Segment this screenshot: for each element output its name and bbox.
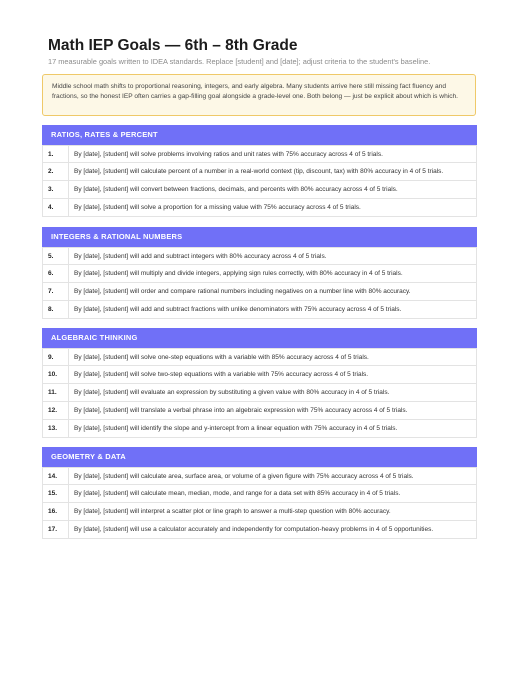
goal-text: By [date], [student] will convert between fractions, decimals, and percents with 80% accuracy across 4 of 5 trials. xyxy=(74,186,398,193)
goal-text: By [date], [student] will calculate percent of a number in a real-world context (tip, discount, tax) with 80% accuracy in 4 of 5 trials. xyxy=(74,168,444,175)
goal-row xyxy=(43,301,476,319)
goal-row xyxy=(43,402,476,420)
goal-number: 17. xyxy=(43,521,69,538)
goal-row xyxy=(43,145,476,163)
goal-row xyxy=(43,521,476,539)
goal-row xyxy=(43,384,476,402)
goal-row xyxy=(43,467,476,485)
goal-number: 14. xyxy=(43,468,69,484)
goal-row xyxy=(43,247,476,265)
goal-text: By [date], [student] will translate a verbal phrase into an algebraic expression with 75% accuracy across 4 of 5 trials. xyxy=(74,407,408,414)
section-ratios-rates-percent xyxy=(42,125,477,217)
section-integers-rational-numbers xyxy=(42,227,477,319)
goal-row xyxy=(43,420,476,438)
goal-number: 15. xyxy=(43,485,69,502)
goal-text: By [date], [student] will evaluate an expression by substituting a given value with 80% accuracy in 4 of 5 trials. xyxy=(74,389,390,396)
goal-text: By [date], [student] will add and subtract fractions with unlike denominators with 75% accuracy across 4 of 5 trials. xyxy=(74,306,402,313)
goal-number: 6. xyxy=(43,265,69,282)
goal-text: By [date], [student] will solve one-step equations with a variable with 85% accuracy across 4 of 5 trials. xyxy=(74,353,369,361)
goal-text: By [date], [student] will solve problems involving ratios and unit rates with 75% accuracy across 4 of 5 trials. xyxy=(74,150,383,158)
goal-text: By [date], [student] will identify the slope and y-intercept from a linear equation with 75% accuracy in 4 of 5 trials. xyxy=(74,425,398,432)
intro-callout: Middle school math shifts to proportional reasoning, integers, and early algebra. Many students arrive here still missing fact fluency and fractions, so the honest IEP often carries a gap-filling goal alongside a grade-level one. Both belong — just be explicit about which is which. xyxy=(42,74,476,116)
goal-text: By [date], [student] will order and compare rational numbers including negatives on a number line with 80% accuracy. xyxy=(74,288,411,295)
section-header: RATIOS, RATES & PERCENT xyxy=(42,125,477,145)
page-title: Math IEP Goals — 6th – 8th Grade xyxy=(48,37,298,54)
goal-number: 10. xyxy=(43,366,69,383)
goal-text: By [date], [student] will interpret a scatter plot or line graph to answer a multi-step question with 80% accuracy. xyxy=(74,508,391,515)
goal-row xyxy=(43,199,476,217)
section-header: GEOMETRY & DATA xyxy=(42,447,477,467)
page-subtitle: 17 measurable goals written to IDEA standards. Replace [student] and [date]; adjust criteria to the student's baseline. xyxy=(48,57,431,66)
goal-text: By [date], [student] will use a calculator accurately and independently for computation-heavy problems in 4 of 5 opportunities. xyxy=(74,526,434,533)
goal-number: 4. xyxy=(43,199,69,216)
goal-text: By [date], [student] will calculate area, surface area, or volume of a given figure with 75% accuracy across 4 of 5 trials. xyxy=(74,472,414,480)
section-geometry-data xyxy=(42,447,477,539)
goal-row xyxy=(43,163,476,181)
goal-text: By [date], [student] will calculate mean, median, mode, and range for a data set with 85% accuracy in 4 of 5 trials. xyxy=(74,490,401,497)
goal-number: 5. xyxy=(43,248,69,264)
section-header: ALGEBRAIC THINKING xyxy=(42,328,477,348)
section-algebraic-thinking xyxy=(42,328,477,438)
goal-row xyxy=(43,181,476,199)
goal-number: 8. xyxy=(43,301,69,318)
goal-number: 12. xyxy=(43,402,69,419)
goal-number: 3. xyxy=(43,181,69,198)
goal-text: By [date], [student] will solve two-step equations with a variable with 75% accuracy across 4 of 5 trials. xyxy=(74,371,369,378)
goal-number: 11. xyxy=(43,384,69,401)
goal-number: 9. xyxy=(43,349,69,365)
goal-row xyxy=(43,348,476,366)
goal-text: By [date], [student] will add and subtract integers with 80% accuracy across 4 of 5 trials. xyxy=(74,252,327,260)
goal-number: 2. xyxy=(43,163,69,180)
section-header: INTEGERS & RATIONAL NUMBERS xyxy=(42,227,477,247)
goal-number: 13. xyxy=(43,420,69,437)
goal-text: By [date], [student] will solve a proportion for a missing value with 75% accuracy across 4 of 5 trials. xyxy=(74,204,361,211)
goal-row xyxy=(43,503,476,521)
goal-row xyxy=(43,265,476,283)
goal-number: 16. xyxy=(43,503,69,520)
goal-row xyxy=(43,366,476,384)
goal-row xyxy=(43,283,476,301)
goal-row xyxy=(43,485,476,503)
goal-number: 7. xyxy=(43,283,69,300)
goal-text: By [date], [student] will multiply and divide integers, applying sign rules correctly, with 80% accuracy in 4 of 5 trials. xyxy=(74,270,403,277)
goal-number: 1. xyxy=(43,146,69,162)
